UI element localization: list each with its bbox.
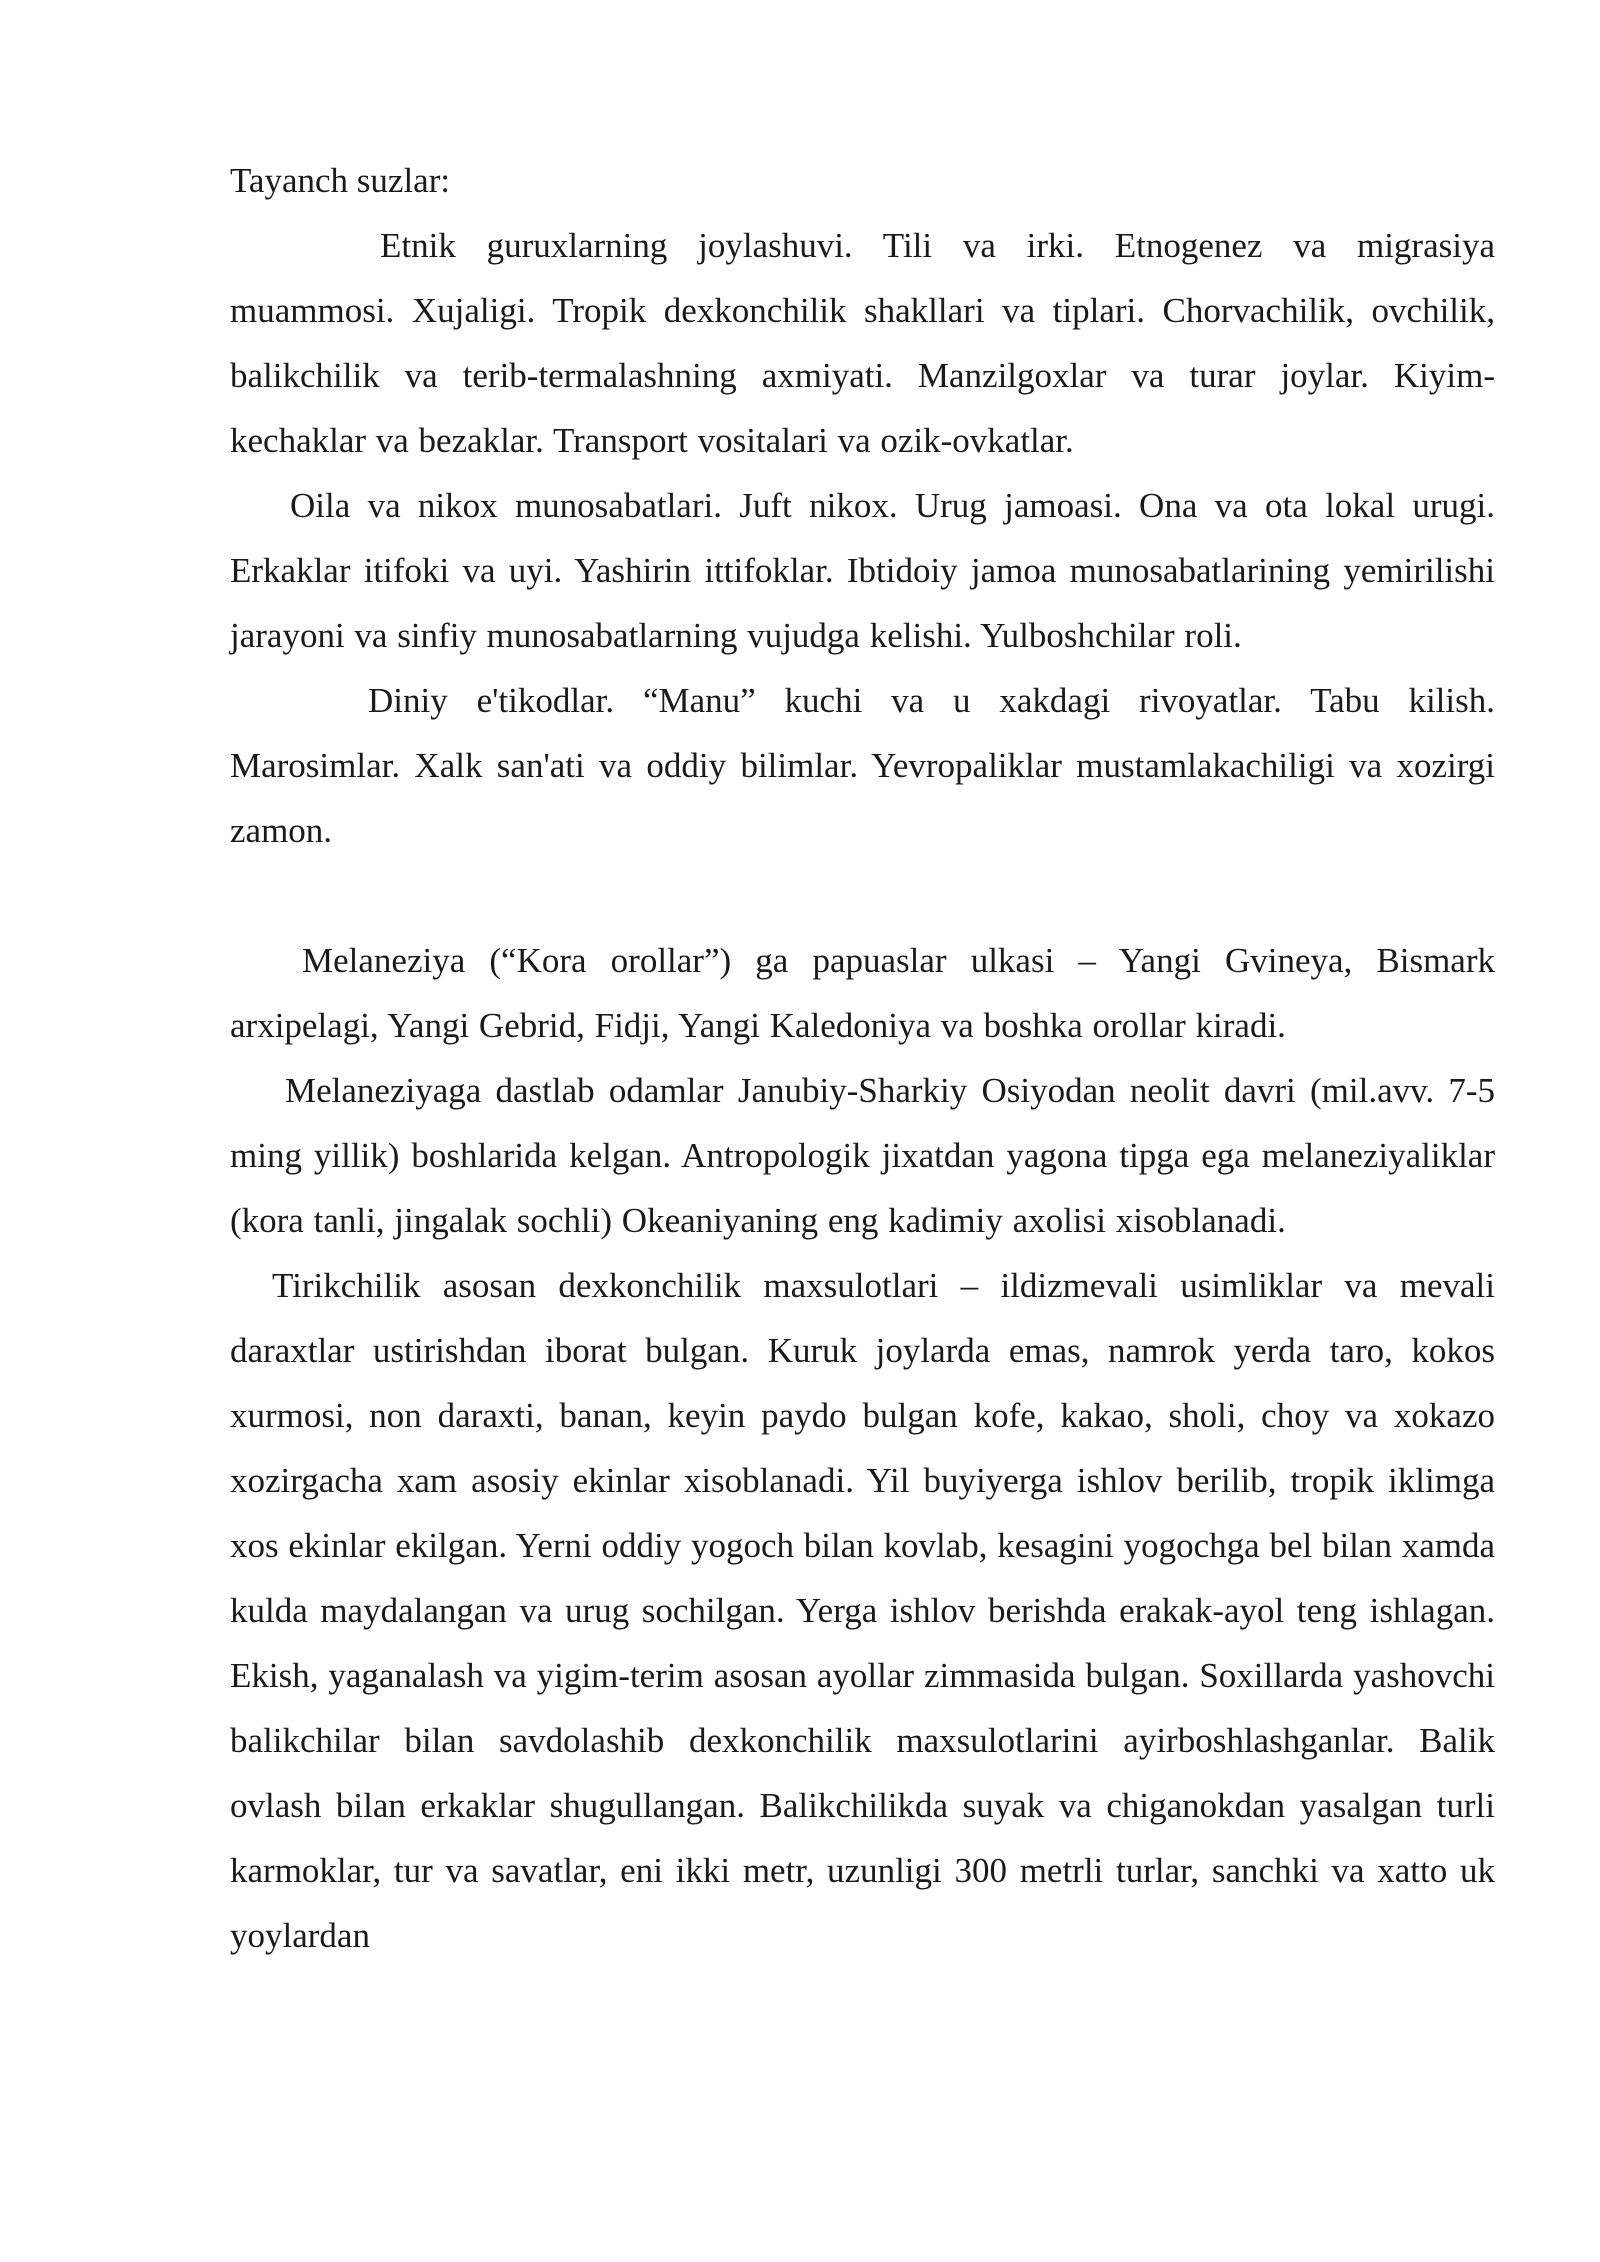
paragraph-melanesia-settlement: Melaneziyaga dastlab odamlar Janubiy-Sharkiy Osiyodan neolit davri (mil.avv. 7-5 ming yillik) boshlarida kelgan. Antropologik jixatdan yagona tipga ega melaneziyaliklar (kora tanli, jingalak sochli) Okeaniyaning eng kadimiy axolisi xisoblanadi. xyxy=(230,1071,1495,1240)
paragraph-subsistence: Tirikchilik asosan dexkonchilik maxsulotlari – ildizmevali usimliklar va mevali daraxtlar ustirishdan iborat bulgan. Kuruk joylarda emas, namrok yerda taro, kokos xurmosi, non daraxti, banan, keyin paydo bulgan kofe, kakao, sholi, choy va xokazo xozirgacha xam asosiy ekinlar xisoblanadi. Yil buyiyerga ishlov berilib, tropik iklimga xos ekinlar ekilgan. Yerni oddiy yogoch bilan kovlab, kesagini yogochga bel bilan xamda kulda maydalangan va urug sochilgan. Yerga ishlov berishda erakak-ayol teng ishlagan. Ekish, yaganalash va yigim-terim asosan ayollar zimmasida bulgan. Soxillarda yashovchi balikchilar bilan savdolashib dexkonchilik maxsulotlarini ayirboshlashganlar. Balik ovlash bilan erkaklar shugullangan. Balikchilikda suyak va chiganokdan yasalgan turli karmoklar, tur va savatlar, eni ikki metr, uzunligi 300 metrli turlar, sanchki va xatto uk yoylardan xyxy=(230,1266,1495,1955)
paragraph-beliefs: Diniy e'tikodlar. “Manu” kuchi va u xakdagi rivoyatlar. Tabu kilish. Marosimlar. Xalk san'ati va oddiy bilimlar. Yevropaliklar mustamlakachiligi va xozirgi zamon. xyxy=(230,681,1495,850)
blank-line xyxy=(230,863,1495,928)
paragraph-melanesia-intro: Melaneziya (“Kora orollar”) ga papuaslar ulkasi – Yangi Gvineya, Bismark arxipelagi, Yangi Gebrid, Fidji, Yangi Kaledoniya va boshka orollar kiradi. xyxy=(230,941,1495,1045)
keywords-heading: Tayanch suzlar: xyxy=(230,161,451,200)
paragraph-ethnic-groups: Etnik guruxlarning joylashuvi. Tili va irki. Etnogenez va migrasiya muammosi. Xujaligi. Tropik dexkonchilik shakllari va tiplari. Chorvachilik, ovchilik, balikchilik va terib-termalashning axmiyati. Manzilgoxlar va turar joylar. Kiyim-kechaklar va bezaklar. Transport vositalari va ozik-ovkatlar. xyxy=(230,226,1495,460)
paragraph-family-relations: Oila va nikox munosabatlari. Juft nikox. Urug jamoasi. Ona va ota lokal urugi. Erkaklar itifoki va uyi. Yashirin ittifoklar. Ibtidoiy jamoa munosabatlarining yemirilishi jarayoni va sinfiy munosabatlarning vujudga kelishi. Yulboshchilar roli. xyxy=(230,486,1495,655)
document-page xyxy=(230,148,1495,1968)
